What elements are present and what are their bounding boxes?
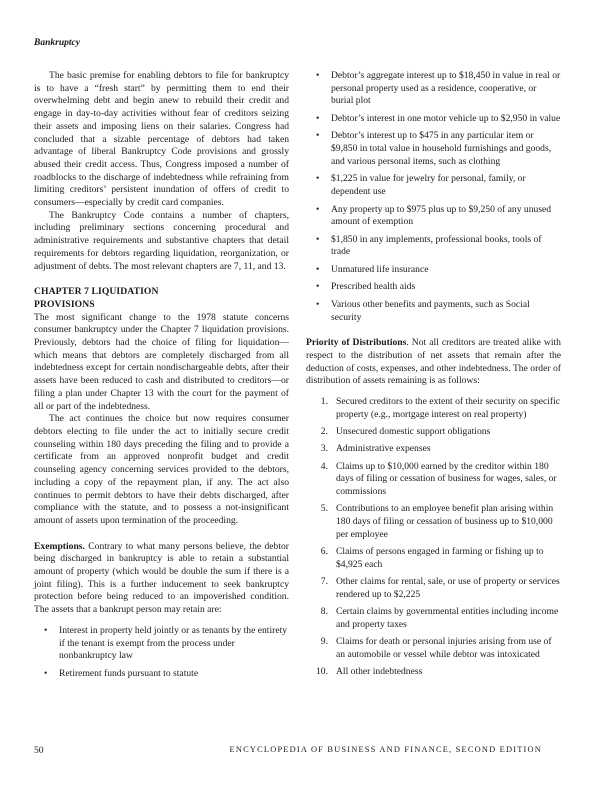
publication-title: ENCYCLOPEDIA OF BUSINESS AND FINANCE, SECOND EDITION: [229, 745, 542, 754]
exemptions-bullet-list-right: [306, 70, 561, 324]
bullet-icon: •: [44, 667, 48, 679]
list-item: • $1,850 in any implements, professional books, tools of trade: [316, 233, 542, 258]
list-item: • Various other benefits and payments, such as Social security: [316, 298, 530, 323]
list-item: • Debtor’s interest up to $475 in any particular item or $9,850 in total value in household furnishings and goods, and various personal items, such as clothing: [316, 130, 552, 167]
list-item: • Retirement funds pursuant to statute: [44, 667, 199, 679]
priority-runin-heading: Priority of Distributions: [306, 337, 407, 349]
right-column: [306, 70, 561, 683]
bullet-icon: •: [316, 281, 320, 293]
exemptions-text: Contrary to what many persons believe, the debtor being discharged in bankruptcy is able to retain a substantial amount of property (which would be double the sum if there is a joint filing). This is a further inducement to seek bankruptcy protection before being reduced to an impoverished condition. The assets that a bankrupt person may retain are:: [34, 540, 289, 616]
section-heading-line-2: PROVISIONS: [34, 298, 95, 310]
list-item: 1. Secured creditors to the extent of their security on specific property (e.g., mortgage interest on real property): [320, 395, 561, 420]
bullet-icon: •: [316, 298, 320, 310]
bullet-icon: •: [316, 130, 320, 142]
exemptions-bullet-list-left: [34, 625, 289, 681]
bullet-icon: •: [316, 112, 320, 124]
distribution-order-list: [306, 396, 561, 679]
list-item: 7. Other claims for rental, sale, or use of property or services rendered up to $2,225: [320, 575, 560, 600]
page-number: 50: [34, 745, 44, 756]
list-item: 8. Certain claims by governmental entities including income and property taxes: [320, 605, 559, 630]
bullet-icon: •: [316, 173, 320, 185]
chapter7-paragraph-2: The act continues the choice but now requires consumer debtors electing to file under the act to initially secure credit counseling within 180 days preceding the filing and to provide a certificate from an approved nonprofit budget and credit counseling agency concerning services provided to the debtors, including a copy of the repayment plan, if any. The act also continues to permit debtors to have their debts discharged, after compliance with the statute, and to possess a not-insignificant amount of assets upon termination of the proceeding.: [34, 413, 289, 526]
list-item: 6. Claims of persons engaged in farming or fishing up to $4,925 each: [320, 545, 544, 570]
running-title: Bankruptcy: [34, 38, 80, 48]
list-item: • Any property up to $975 plus up to $9,250 of any unused amount of exemption: [316, 203, 552, 228]
priority-paragraph: [306, 337, 561, 388]
bullet-icon: •: [44, 624, 48, 636]
list-item: • Interest in property held jointly or as tenants by the entirety if the tenant is exempt from the process under nonbankruptcy law: [44, 624, 288, 662]
bullet-icon: •: [316, 70, 320, 81]
bullet-icon: •: [316, 263, 320, 275]
bullet-icon: •: [316, 233, 320, 245]
intro-paragraph-1: The basic premise for enabling debtors to file for bankruptcy is to have a “fresh start” by permitting them to end their overwhelming debt and begin anew to rebuild their credit and engage in day-to-day activities without fear of creditors seizing their assets and imposing liens on their salaries. Congress had concluded that a sizable percentage of debtors had taken advantage of liberal Bankruptcy Code provisions and grossly abused their credit access. Thus, Congress imposed a number of roadblocks to the discharge of indebtedness while refraining from limiting creditors’ persistent inundation of offers of credit to consumers—especially by credit card companies.: [34, 70, 289, 209]
section-heading-chapter-7: [34, 286, 289, 311]
exemptions-paragraph: [34, 541, 289, 617]
list-item: 4. Claims up to $10,000 earned by the creditor within 180 days of filing or cessation of business for wages, sales, or commissions: [320, 460, 557, 497]
exemptions-runin-heading: Exemptions.: [34, 540, 85, 552]
bullet-icon: •: [316, 203, 320, 215]
intro-paragraph-2: The Bankruptcy Code contains a number of chapters, including preliminary sections concerning procedural and administrative requirements and substantive chapters that detail requirements for debtors regarding liquidation, reorganization, or adjustment of debts. The most relevant chapters are 7, 11, and 13.: [34, 209, 289, 272]
list-item: 10. All other indebtedness: [316, 665, 423, 677]
list-item: 3. Administrative expenses: [320, 443, 431, 455]
list-item: • Debtor’s interest in one motor vehicle up to $2,950 in value: [316, 112, 561, 124]
section-heading-line-1: CHAPTER 7 LIQUIDATION: [34, 286, 159, 298]
list-item: 9. Claims for death or personal injuries arising from use of an automobile or vessel while debtor was intoxicated: [320, 635, 552, 660]
priority-text: . Not all creditors are treated alike with respect to the distribution of net assets that remain after the deduction of costs, expenses, and other indebtedness. The order of distribution of assets remaining is as follows:: [306, 337, 561, 387]
list-item: 5. Contributions to an employee benefit plan arising within 180 days of filing or cessation of business up to $10,000 per employee: [320, 503, 554, 540]
list-item: • Prescribed health aids: [316, 281, 416, 293]
list-item: • Debtor’s aggregate interest up to $18,450 in value in real or personal property used as a residence, cooperative, or burial plot: [316, 70, 561, 107]
list-item: • $1,225 in value for jewelry for personal, family, or dependent use: [316, 173, 526, 198]
chapter7-paragraph-1: The most significant change to the 1978 statute concerns consumer bankruptcy under the Chapter 7 liquidation provisions. Previously, debtors had the choice of filing for liquidation—which means that debtors are completely discharged from all indebtedness except for certain nondischargeable debts, after their assets have been reduced to cash and distributed to creditors—or filing a plan under Chapter 13 with the court for the payment of all or part of the indebtedness.: [34, 311, 289, 412]
list-item: 2. Unsecured domestic support obligations: [320, 425, 491, 437]
list-item: • Unmatured life insurance: [316, 263, 429, 275]
left-column: [34, 70, 289, 685]
